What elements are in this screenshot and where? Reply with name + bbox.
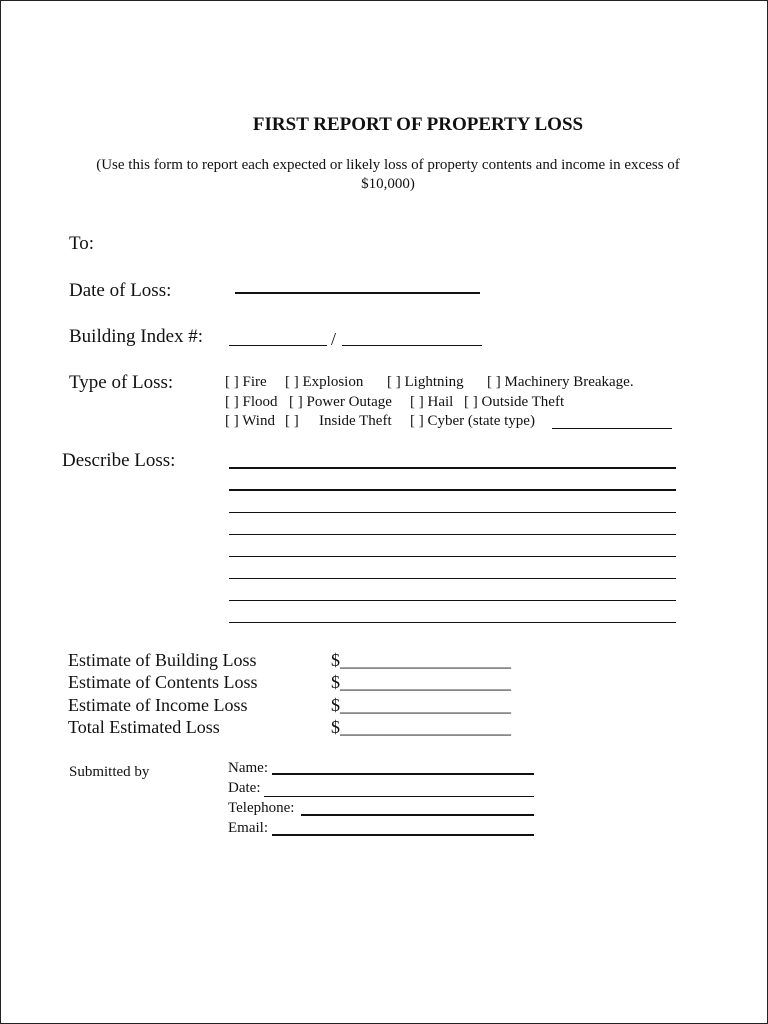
telephone-label: Telephone: (228, 800, 295, 816)
describe-loss-label: Describe Loss: (62, 450, 176, 471)
total-estimate-label: Total Estimated Loss (68, 717, 220, 737)
describe-loss-line[interactable] (229, 578, 676, 579)
building-index-label: Building Index #: (69, 326, 204, 347)
describe-loss-line[interactable] (229, 600, 676, 601)
date-label: Date: (228, 780, 261, 796)
date-of-loss-label: Date of Loss: (69, 280, 172, 301)
email-field[interactable] (272, 834, 534, 836)
form-title: FIRST REPORT OF PROPERTY LOSS (252, 114, 584, 135)
to-label: To: (69, 233, 95, 254)
power-outage-checkbox[interactable]: [ ] Power Outage (289, 394, 392, 410)
describe-loss-line[interactable] (229, 622, 676, 623)
name-field[interactable] (272, 773, 534, 775)
fire-checkbox[interactable]: [ ] Fire (225, 374, 267, 390)
building-index-field-1[interactable] (229, 345, 327, 346)
hail-checkbox[interactable]: [ ] Hail (410, 394, 454, 410)
cyber-checkbox[interactable]: [ ] Cyber (state type) (410, 413, 535, 429)
estimate-contents-label: Estimate of Contents Loss (68, 672, 258, 692)
lightning-checkbox[interactable]: [ ] Lightning (387, 374, 464, 390)
describe-loss-line[interactable] (229, 489, 676, 491)
describe-loss-line[interactable] (229, 512, 676, 513)
describe-loss-line[interactable] (229, 467, 676, 469)
telephone-field[interactable] (301, 814, 534, 816)
type-of-loss-label: Type of Loss: (69, 372, 174, 393)
inside-theft-label: Inside Theft (319, 413, 392, 429)
cyber-type-field[interactable] (552, 428, 672, 429)
outside-theft-checkbox[interactable]: [ ] Outside Theft (464, 394, 565, 410)
building-index-field-2[interactable] (342, 345, 482, 346)
estimate-contents-field[interactable]: $___________________ (331, 672, 511, 692)
describe-loss-line[interactable] (229, 534, 676, 535)
estimate-building-label: Estimate of Building Loss (68, 650, 257, 670)
name-label: Name: (228, 760, 268, 776)
describe-loss-line[interactable] (229, 556, 676, 557)
inside-theft-checkbox[interactable]: [ ] (285, 413, 299, 429)
form-instructions: (Use this form to report each expected or likely loss of property contents and income in excess of $10,000) (96, 157, 680, 192)
machinery-breakage-checkbox[interactable]: [ ] Machinery Breakage. (487, 374, 634, 390)
date-of-loss-field[interactable] (235, 292, 480, 294)
explosion-checkbox[interactable]: [ ] Explosion (285, 374, 364, 390)
estimate-building-field[interactable]: $___________________ (331, 650, 511, 670)
estimate-income-label: Estimate of Income Loss (68, 695, 248, 715)
submitted-by-label: Submitted by (69, 764, 150, 780)
total-estimate-field[interactable]: $___________________ (331, 717, 511, 737)
date-field[interactable] (264, 796, 534, 797)
wind-checkbox[interactable]: [ ] Wind (225, 413, 275, 429)
building-index-separator: / (331, 329, 337, 349)
flood-checkbox[interactable]: [ ] Flood (225, 394, 278, 410)
email-label: Email: (228, 820, 268, 836)
estimate-income-field[interactable]: $___________________ (331, 695, 511, 715)
